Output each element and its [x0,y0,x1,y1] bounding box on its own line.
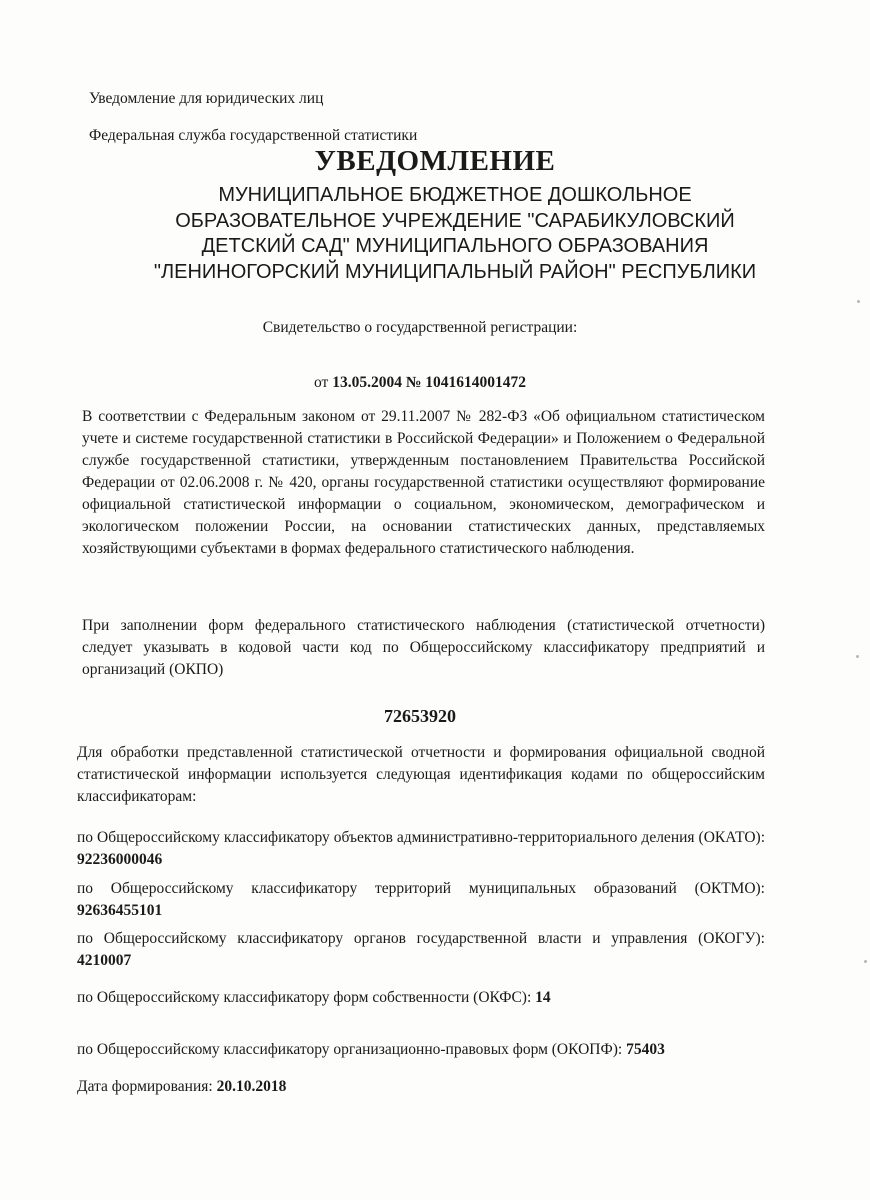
okpo-intro-paragraph: При заполнении форм федерального статистического наблюдения (статистической отчетности) следует указывать в кодовой части код по Общероссийскому классификатору предприятий и организаций (ОКПО) [82,617,765,678]
okato-entry [77,827,765,871]
organization-name-line: ДЕТСКИЙ САД" МУНИЦИПАЛЬНОГО ОБРАЗОВАНИЯ [201,235,709,257]
registration-prefix: от [313,374,329,391]
organization-name-line: "ЛЕНИНОГОРСКИЙ МУНИЦИПАЛЬНЫЙ РАЙОН" РЕСПУБЛИКИ [153,260,757,283]
organization-name [150,183,760,285]
notice-type-label: Уведомление для юридических лиц [89,90,324,107]
formation-date-label: Дата формирования: [77,1078,213,1095]
oktmo-value: 92636455101 [77,902,163,919]
okfs-value: 14 [535,989,551,1006]
registration-number: № 1041614001472 [405,374,527,391]
registration-label: Свидетельство о государственной регистрации: [262,319,578,336]
scan-speck [857,300,860,303]
okopf-entry [77,1039,665,1061]
registration-date: 13.05.2004 [332,374,402,391]
registration-details [0,372,840,394]
okpo-code: 72653920 [384,706,456,726]
okato-value: 92236000046 [77,851,163,868]
okogu-entry [77,928,765,972]
organization-name-line: ОБРАЗОВАТЕЛЬНОЕ УЧРЕЖДЕНИЕ "САРАБИКУЛОВСКИЙ [175,209,735,232]
okfs-label: по Общероссийскому классификатору форм собственности (ОКФС): [77,989,532,1006]
okopf-label: по Общероссийскому классификатору организационно-правовых форм (ОКОПФ): [77,1041,623,1058]
oktmo-entry [77,878,765,922]
organization-name-line: МУНИЦИПАЛЬНОЕ БЮДЖЕТНОЕ ДОШКОЛЬНОЕ [218,184,692,206]
agency-name: Федеральная служба государственной статистики [89,127,418,144]
identification-paragraph: Для обработки представленной статистической отчетности и формирования официальной сводной статистической информации используется следующая идентификация кодами по общероссийским классификаторам: [77,744,765,805]
scan-speck [864,960,867,963]
scan-speck [856,655,859,658]
okato-label: по Общероссийскому классификатору объектов административно-территориального деления (ОКАТО): [77,829,765,846]
okopf-value: 75403 [626,1041,665,1058]
document-title: УВЕДОМЛЕНИЕ [314,145,556,177]
formation-date-entry [77,1076,286,1098]
oktmo-label: по Общероссийскому классификатору территорий муниципальных образований (ОКТМО): [77,880,765,897]
okogu-value: 4210007 [77,952,132,969]
legal-basis-paragraph: В соответствии с Федеральным законом от 29.11.2007 № 282-ФЗ «Об официальном статистическом учете и системе государственной статистики в Российской Федерации» и Положением о Федеральной службе государственной статистики, утвержденным постановлением Правительства Российской Федерации от 02.06.2008 г. № 420, органы государственной статистики осуществляют формирование официальной статистической информации о социальном, экономическом, демографическом и экологическом положении России, на основании статистических данных, представляемых хозяйствующими субъектами в формах федерального статистического наблюдения. [82,408,765,557]
okfs-entry [77,987,551,1009]
okogu-label: по Общероссийскому классификатору органов государственной власти и управления (ОКОГУ): [77,930,765,947]
formation-date-value: 20.10.2018 [216,1078,287,1095]
